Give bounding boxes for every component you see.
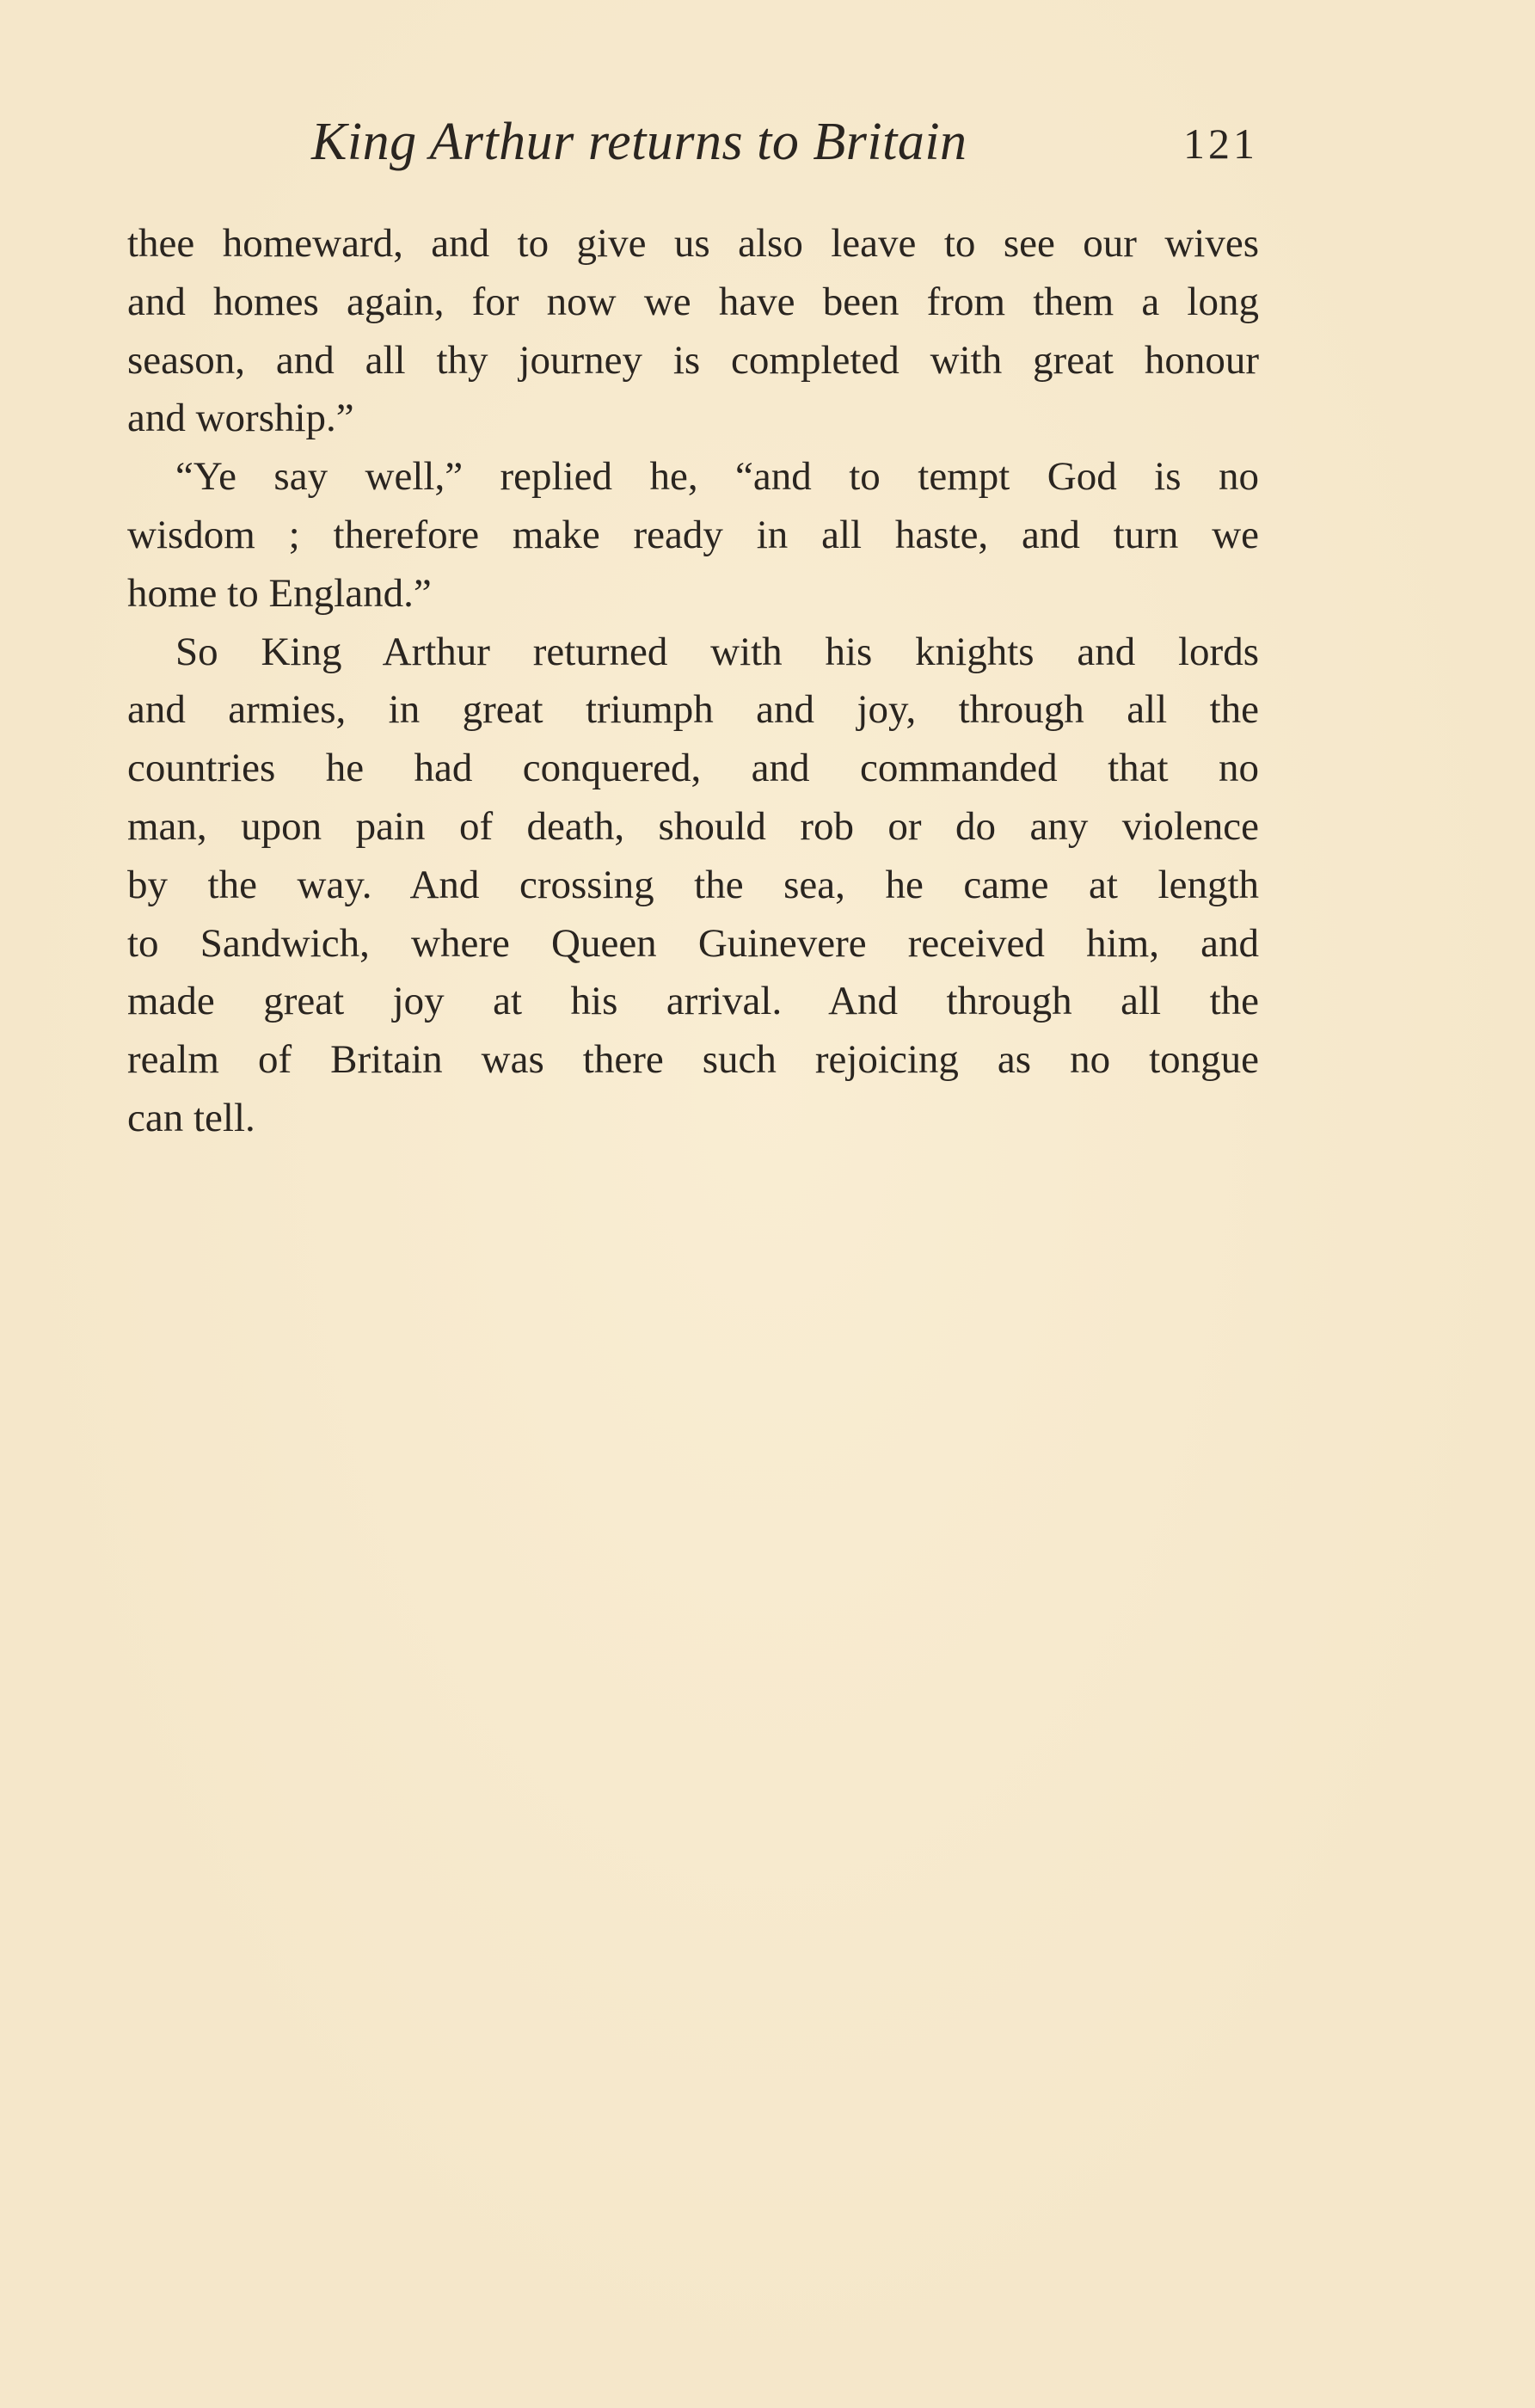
text-line: made great joy at his arrival. And through all the [127,979,1259,1024]
text-line: home to England.” [127,570,432,616]
text-line: countries he had conquered, and commanded that no [127,746,1259,791]
text-line: “Ye say well,” replied he, “and to tempt God is no [175,454,1259,500]
page-number: 121 [1183,120,1258,168]
text-line: and worship.” [127,396,354,441]
text-line: can tell. [127,1095,255,1140]
text-line: man, upon pain of death, should rob or do any violence [127,803,1259,849]
text-line: season, and all thy journey is completed with great honour [127,337,1259,383]
text-line: wisdom ; therefore make ready in all haste, and turn we [127,512,1259,557]
text-line: So King Arthur returned with his knights and lords [175,629,1259,674]
text-line: thee homeward, and to give us also leave to see our wives [127,221,1259,266]
text-line: to Sandwich, where Queen Guinevere received him, and [127,920,1259,966]
text-line: and homes again, for now we have been from them a long [127,279,1259,324]
body-text [127,215,1259,1148]
text-line: by the way. And crossing the sea, he came at length [127,862,1259,907]
running-title: King Arthur returns to Britain [311,113,967,171]
text-line: realm of Britain was there such rejoicing as no tongue [127,1037,1259,1083]
text-line: and armies, in great triumph and joy, through all the [127,687,1259,733]
page-header [127,112,1258,181]
